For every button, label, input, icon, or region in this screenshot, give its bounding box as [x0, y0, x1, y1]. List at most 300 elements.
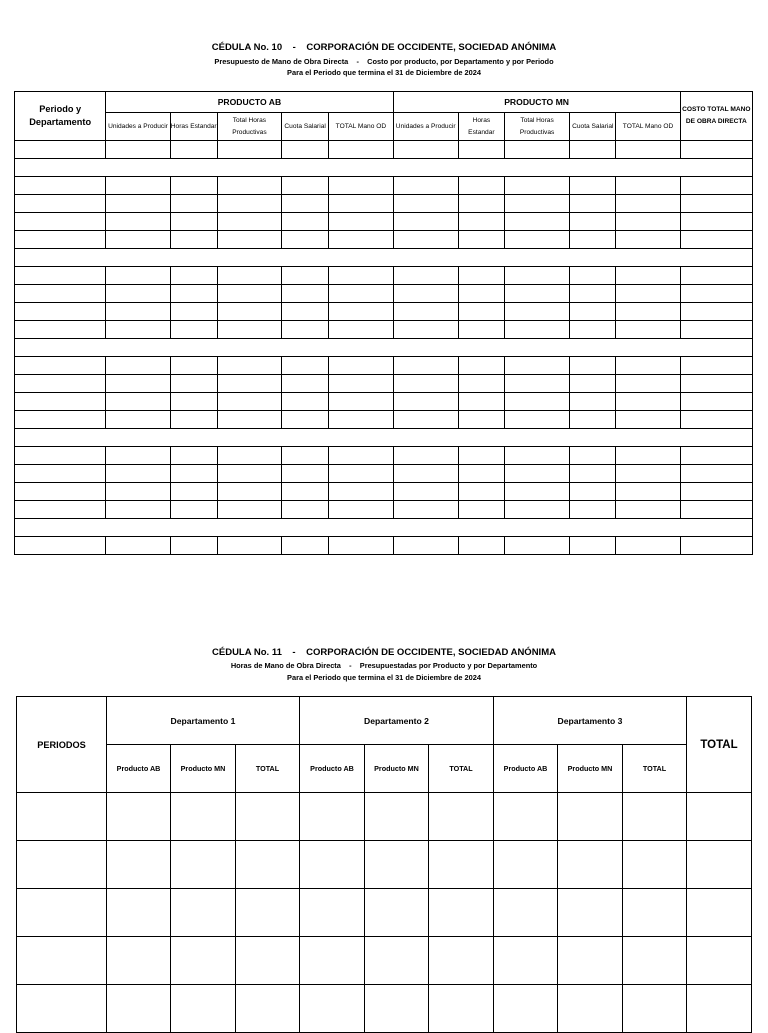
table-cell: [282, 357, 329, 375]
table-cell: [680, 141, 752, 159]
table-cell: [616, 537, 680, 555]
table-cell: [393, 537, 458, 555]
row-header: Periodo y Departamento: [15, 92, 106, 141]
table-cell: [15, 501, 106, 519]
table-cell: [106, 483, 170, 501]
table-cell: [170, 411, 217, 429]
table-cell: [680, 537, 752, 555]
table-cell: [570, 375, 616, 393]
table-row: [15, 303, 753, 321]
table-cell: [680, 483, 752, 501]
table-cell: [170, 483, 217, 501]
table-cell: [106, 213, 170, 231]
table-cell: [393, 141, 458, 159]
table-cell: [217, 213, 281, 231]
table-cell: [504, 465, 569, 483]
table-cell: [282, 483, 329, 501]
spacer-cell: [15, 519, 753, 537]
table-cell: [504, 267, 569, 285]
table-row: [17, 985, 752, 1033]
table-cell: [282, 411, 329, 429]
table-cell: [393, 465, 458, 483]
table-row: [15, 375, 753, 393]
col-total-mano-ab: TOTAL Mano OD: [329, 113, 393, 141]
table-cell: [15, 213, 106, 231]
product-mn-header: PRODUCTO MN: [393, 92, 680, 113]
table-cell: [616, 213, 680, 231]
table-cell: [106, 321, 170, 339]
table-cell: [570, 483, 616, 501]
dept3-header: Departamento 3: [494, 697, 687, 745]
table-cell: [106, 177, 170, 195]
table-cell: [429, 793, 494, 841]
table-cell: [217, 393, 281, 411]
table-cell: [680, 213, 752, 231]
table-cell: [106, 285, 170, 303]
table-cell: [570, 303, 616, 321]
table-cell: [365, 937, 429, 985]
table-cell: [680, 195, 752, 213]
table-cell: [282, 231, 329, 249]
table-row: [15, 339, 753, 357]
table-cell: [616, 447, 680, 465]
table-cell: [15, 447, 106, 465]
cedula11-body: [17, 793, 752, 1033]
d3-total: TOTAL: [623, 745, 687, 793]
table-cell: [504, 303, 569, 321]
table-cell: [558, 985, 623, 1033]
table-cell: [170, 177, 217, 195]
table-cell: [504, 177, 569, 195]
table-cell: [504, 375, 569, 393]
table-cell: [687, 841, 752, 889]
table-cell: [282, 375, 329, 393]
table-cell: [282, 465, 329, 483]
table-cell: [458, 231, 504, 249]
cedula10-subtitle: Presupuesto de Mano de Obra Directa - Costo por producto, por Departamento y por Periodo: [214, 57, 554, 66]
table-cell: [458, 447, 504, 465]
table-cell: [282, 321, 329, 339]
table-cell: [106, 231, 170, 249]
cedula10-body: [15, 141, 753, 555]
table-cell: [217, 321, 281, 339]
table-cell: [217, 411, 281, 429]
table-cell: [458, 393, 504, 411]
table-cell: [429, 937, 494, 985]
table-cell: [329, 447, 393, 465]
table-cell: [680, 303, 752, 321]
table-cell: [15, 411, 106, 429]
table-cell: [329, 195, 393, 213]
table-row: [15, 483, 753, 501]
table-cell: [17, 793, 107, 841]
table-cell: [458, 465, 504, 483]
table-cell: [15, 483, 106, 501]
table-cell: [458, 501, 504, 519]
table-cell: [570, 267, 616, 285]
table-cell: [107, 889, 171, 937]
table-row: [15, 429, 753, 447]
table-cell: [170, 537, 217, 555]
table-cell: [680, 375, 752, 393]
col-unidades-mn: Unidades a Producir: [393, 113, 458, 141]
table-cell: [329, 357, 393, 375]
table-cell: [680, 285, 752, 303]
table-cell: [680, 321, 752, 339]
table-cell: [329, 177, 393, 195]
table-cell: [106, 195, 170, 213]
table-cell: [106, 501, 170, 519]
table-cell: [504, 213, 569, 231]
table-cell: [616, 177, 680, 195]
table-cell: [616, 267, 680, 285]
table-cell: [570, 177, 616, 195]
table-cell: [504, 285, 569, 303]
table-cell: [170, 213, 217, 231]
table-cell: [329, 267, 393, 285]
table-cell: [687, 985, 752, 1033]
table-cell: [329, 213, 393, 231]
table-cell: [570, 501, 616, 519]
table-cell: [282, 213, 329, 231]
table-cell: [494, 985, 558, 1033]
table-cell: [504, 195, 569, 213]
d1-producto-ab: Producto AB: [107, 745, 171, 793]
col-horas-mn: Horas Estandar: [458, 113, 504, 141]
table-cell: [623, 985, 687, 1033]
table-cell: [616, 321, 680, 339]
table-cell: [393, 285, 458, 303]
spacer-cell: [15, 249, 753, 267]
table-cell: [300, 889, 365, 937]
table-cell: [217, 537, 281, 555]
grand-total-header: TOTAL: [687, 697, 752, 793]
table-cell: [687, 937, 752, 985]
col-cuota-mn: Cuota Salarial: [570, 113, 616, 141]
table-cell: [494, 937, 558, 985]
table-cell: [282, 177, 329, 195]
table-cell: [393, 177, 458, 195]
table-cell: [329, 231, 393, 249]
table-cell: [680, 267, 752, 285]
table-cell: [458, 285, 504, 303]
table-row: [17, 889, 752, 937]
table-row: [15, 537, 753, 555]
table-cell: [282, 537, 329, 555]
table-cell: [217, 357, 281, 375]
table-cell: [170, 231, 217, 249]
d2-producto-mn: Producto MN: [365, 745, 429, 793]
table-cell: [217, 447, 281, 465]
col-horas-ab: Horas Estandar: [170, 113, 217, 141]
table-cell: [458, 267, 504, 285]
table-cell: [282, 267, 329, 285]
table-cell: [365, 985, 429, 1033]
table-cell: [680, 501, 752, 519]
table-cell: [217, 483, 281, 501]
table-cell: [15, 465, 106, 483]
table-cell: [300, 985, 365, 1033]
table-cell: [282, 141, 329, 159]
table-cell: [217, 465, 281, 483]
table-row: [15, 213, 753, 231]
table-cell: [558, 937, 623, 985]
table-cell: [106, 303, 170, 321]
table-cell: [623, 793, 687, 841]
table-cell: [429, 985, 494, 1033]
table-cell: [365, 841, 429, 889]
table-cell: [17, 937, 107, 985]
table-cell: [170, 321, 217, 339]
table-cell: [393, 375, 458, 393]
table-cell: [217, 177, 281, 195]
table-cell: [15, 375, 106, 393]
table-cell: [680, 231, 752, 249]
table-cell: [15, 285, 106, 303]
dept2-header: Departamento 2: [300, 697, 494, 745]
table-cell: [236, 985, 300, 1033]
table-cell: [570, 447, 616, 465]
table-cell: [106, 375, 170, 393]
table-cell: [458, 177, 504, 195]
d3-producto-mn: Producto MN: [558, 745, 623, 793]
table-cell: [171, 985, 236, 1033]
table-cell: [504, 357, 569, 375]
table-cell: [680, 357, 752, 375]
table-cell: [282, 501, 329, 519]
table-cell: [616, 483, 680, 501]
table-cell: [570, 465, 616, 483]
table-cell: [558, 841, 623, 889]
table-cell: [570, 141, 616, 159]
table-cell: [616, 375, 680, 393]
table-cell: [329, 375, 393, 393]
table-cell: [329, 483, 393, 501]
table-cell: [458, 483, 504, 501]
table-cell: [458, 195, 504, 213]
table-cell: [494, 889, 558, 937]
table-cell: [217, 303, 281, 321]
table-cell: [170, 357, 217, 375]
table-cell: [15, 357, 106, 375]
cedula11-period: Para el Periodo que termina el 31 de Diciembre de 2024: [287, 673, 481, 682]
table-cell: [365, 793, 429, 841]
table-cell: [282, 393, 329, 411]
table-cell: [680, 447, 752, 465]
table-cell: [217, 267, 281, 285]
table-cell: [616, 501, 680, 519]
table-row: [15, 231, 753, 249]
table-cell: [329, 141, 393, 159]
table-cell: [570, 231, 616, 249]
table-row: [15, 465, 753, 483]
table-cell: [504, 537, 569, 555]
table-row: [15, 159, 753, 177]
table-row: [15, 177, 753, 195]
table-cell: [687, 793, 752, 841]
table-cell: [329, 321, 393, 339]
table-cell: [17, 889, 107, 937]
table-cell: [300, 937, 365, 985]
table-cell: [616, 303, 680, 321]
table-cell: [458, 213, 504, 231]
table-cell: [106, 447, 170, 465]
table-cell: [107, 985, 171, 1033]
table-cell: [393, 393, 458, 411]
table-cell: [15, 537, 106, 555]
table-cell: [217, 231, 281, 249]
table-cell: [329, 501, 393, 519]
table-cell: [393, 411, 458, 429]
d1-producto-mn: Producto MN: [171, 745, 236, 793]
table-cell: [393, 357, 458, 375]
table-cell: [170, 141, 217, 159]
table-cell: [616, 285, 680, 303]
col-total-horas-ab: Total Horas Productivas: [217, 113, 281, 141]
table-cell: [217, 141, 281, 159]
table-cell: [236, 841, 300, 889]
spacer-cell: [15, 339, 753, 357]
table-cell: [107, 841, 171, 889]
table-row: [15, 501, 753, 519]
table-cell: [236, 889, 300, 937]
table-cell: [170, 501, 217, 519]
table-cell: [15, 303, 106, 321]
table-cell: [15, 177, 106, 195]
table-cell: [171, 889, 236, 937]
table-cell: [570, 285, 616, 303]
table-cell: [106, 411, 170, 429]
table-cell: [282, 447, 329, 465]
d1-total: TOTAL: [236, 745, 300, 793]
table-cell: [558, 793, 623, 841]
table-cell: [393, 501, 458, 519]
table-cell: [393, 321, 458, 339]
table-row: [15, 447, 753, 465]
table-row: [15, 321, 753, 339]
table-cell: [329, 537, 393, 555]
cedula11-title: CÉDULA No. 11 - CORPORACIÓN DE OCCIDENTE, SOCIEDAD ANÓNIMA: [212, 647, 556, 658]
table-cell: [680, 177, 752, 195]
table-cell: [570, 357, 616, 375]
total-cost-header: COSTO TOTAL MANO DE OBRA DIRECTA: [680, 92, 752, 141]
table-cell: [458, 411, 504, 429]
table-cell: [570, 537, 616, 555]
table-cell: [680, 465, 752, 483]
table-cell: [217, 375, 281, 393]
table-row: [15, 285, 753, 303]
table-cell: [504, 447, 569, 465]
table-cell: [570, 195, 616, 213]
table-cell: [429, 889, 494, 937]
table-cell: [107, 793, 171, 841]
table-cell: [170, 303, 217, 321]
table-cell: [171, 793, 236, 841]
table-cell: [217, 195, 281, 213]
table-cell: [15, 231, 106, 249]
table-row: [15, 267, 753, 285]
table-cell: [504, 411, 569, 429]
table-cell: [570, 393, 616, 411]
table-cell: [300, 793, 365, 841]
table-cell: [170, 375, 217, 393]
table-cell: [458, 537, 504, 555]
table-cell: [393, 195, 458, 213]
d2-producto-ab: Producto AB: [300, 745, 365, 793]
cedula10-period: Para el Periodo que termina el 31 de Diciembre de 2024: [287, 68, 481, 77]
table-cell: [329, 303, 393, 321]
table-cell: [494, 793, 558, 841]
table-cell: [458, 303, 504, 321]
table-cell: [17, 985, 107, 1033]
table-cell: [171, 937, 236, 985]
spacer-cell: [15, 159, 753, 177]
table-cell: [504, 393, 569, 411]
table-row: [17, 937, 752, 985]
table-row: [15, 393, 753, 411]
table-row: [15, 195, 753, 213]
spacer-cell: [15, 429, 753, 447]
table-cell: [458, 141, 504, 159]
table-row: [15, 411, 753, 429]
col-cuota-ab: Cuota Salarial: [282, 113, 329, 141]
table-cell: [616, 141, 680, 159]
table-cell: [623, 937, 687, 985]
dept1-header: Departamento 1: [107, 697, 300, 745]
table-cell: [217, 285, 281, 303]
table-row: [17, 793, 752, 841]
table-cell: [106, 267, 170, 285]
table-cell: [680, 393, 752, 411]
table-cell: [106, 393, 170, 411]
table-cell: [282, 303, 329, 321]
cedula11-table: [16, 696, 752, 1033]
product-ab-header: PRODUCTO AB: [106, 92, 393, 113]
cedula10-title: CÉDULA No. 10 - CORPORACIÓN DE OCCIDENTE, SOCIEDAD ANÓNIMA: [211, 42, 557, 53]
table-cell: [504, 231, 569, 249]
col-unidades-ab: Unidades a Producir: [106, 113, 170, 141]
table-cell: [393, 483, 458, 501]
table-row: [17, 841, 752, 889]
table-cell: [300, 841, 365, 889]
table-cell: [458, 375, 504, 393]
table-cell: [15, 267, 106, 285]
table-cell: [393, 303, 458, 321]
table-cell: [282, 195, 329, 213]
table-cell: [15, 393, 106, 411]
cedula10-table: [14, 91, 753, 555]
table-cell: [616, 393, 680, 411]
table-cell: [393, 447, 458, 465]
table-cell: [329, 393, 393, 411]
table-cell: [170, 195, 217, 213]
table-cell: [623, 841, 687, 889]
table-cell: [106, 537, 170, 555]
table-cell: [365, 889, 429, 937]
table-cell: [616, 195, 680, 213]
periodos-header: PERIODOS: [17, 697, 107, 793]
table-cell: [170, 267, 217, 285]
table-cell: [504, 141, 569, 159]
table-cell: [570, 411, 616, 429]
table-cell: [687, 889, 752, 937]
table-row: [15, 357, 753, 375]
col-total-horas-mn: Total Horas Productivas: [504, 113, 569, 141]
table-row: [15, 519, 753, 537]
table-cell: [393, 231, 458, 249]
table-cell: [170, 393, 217, 411]
d2-total: TOTAL: [429, 745, 494, 793]
